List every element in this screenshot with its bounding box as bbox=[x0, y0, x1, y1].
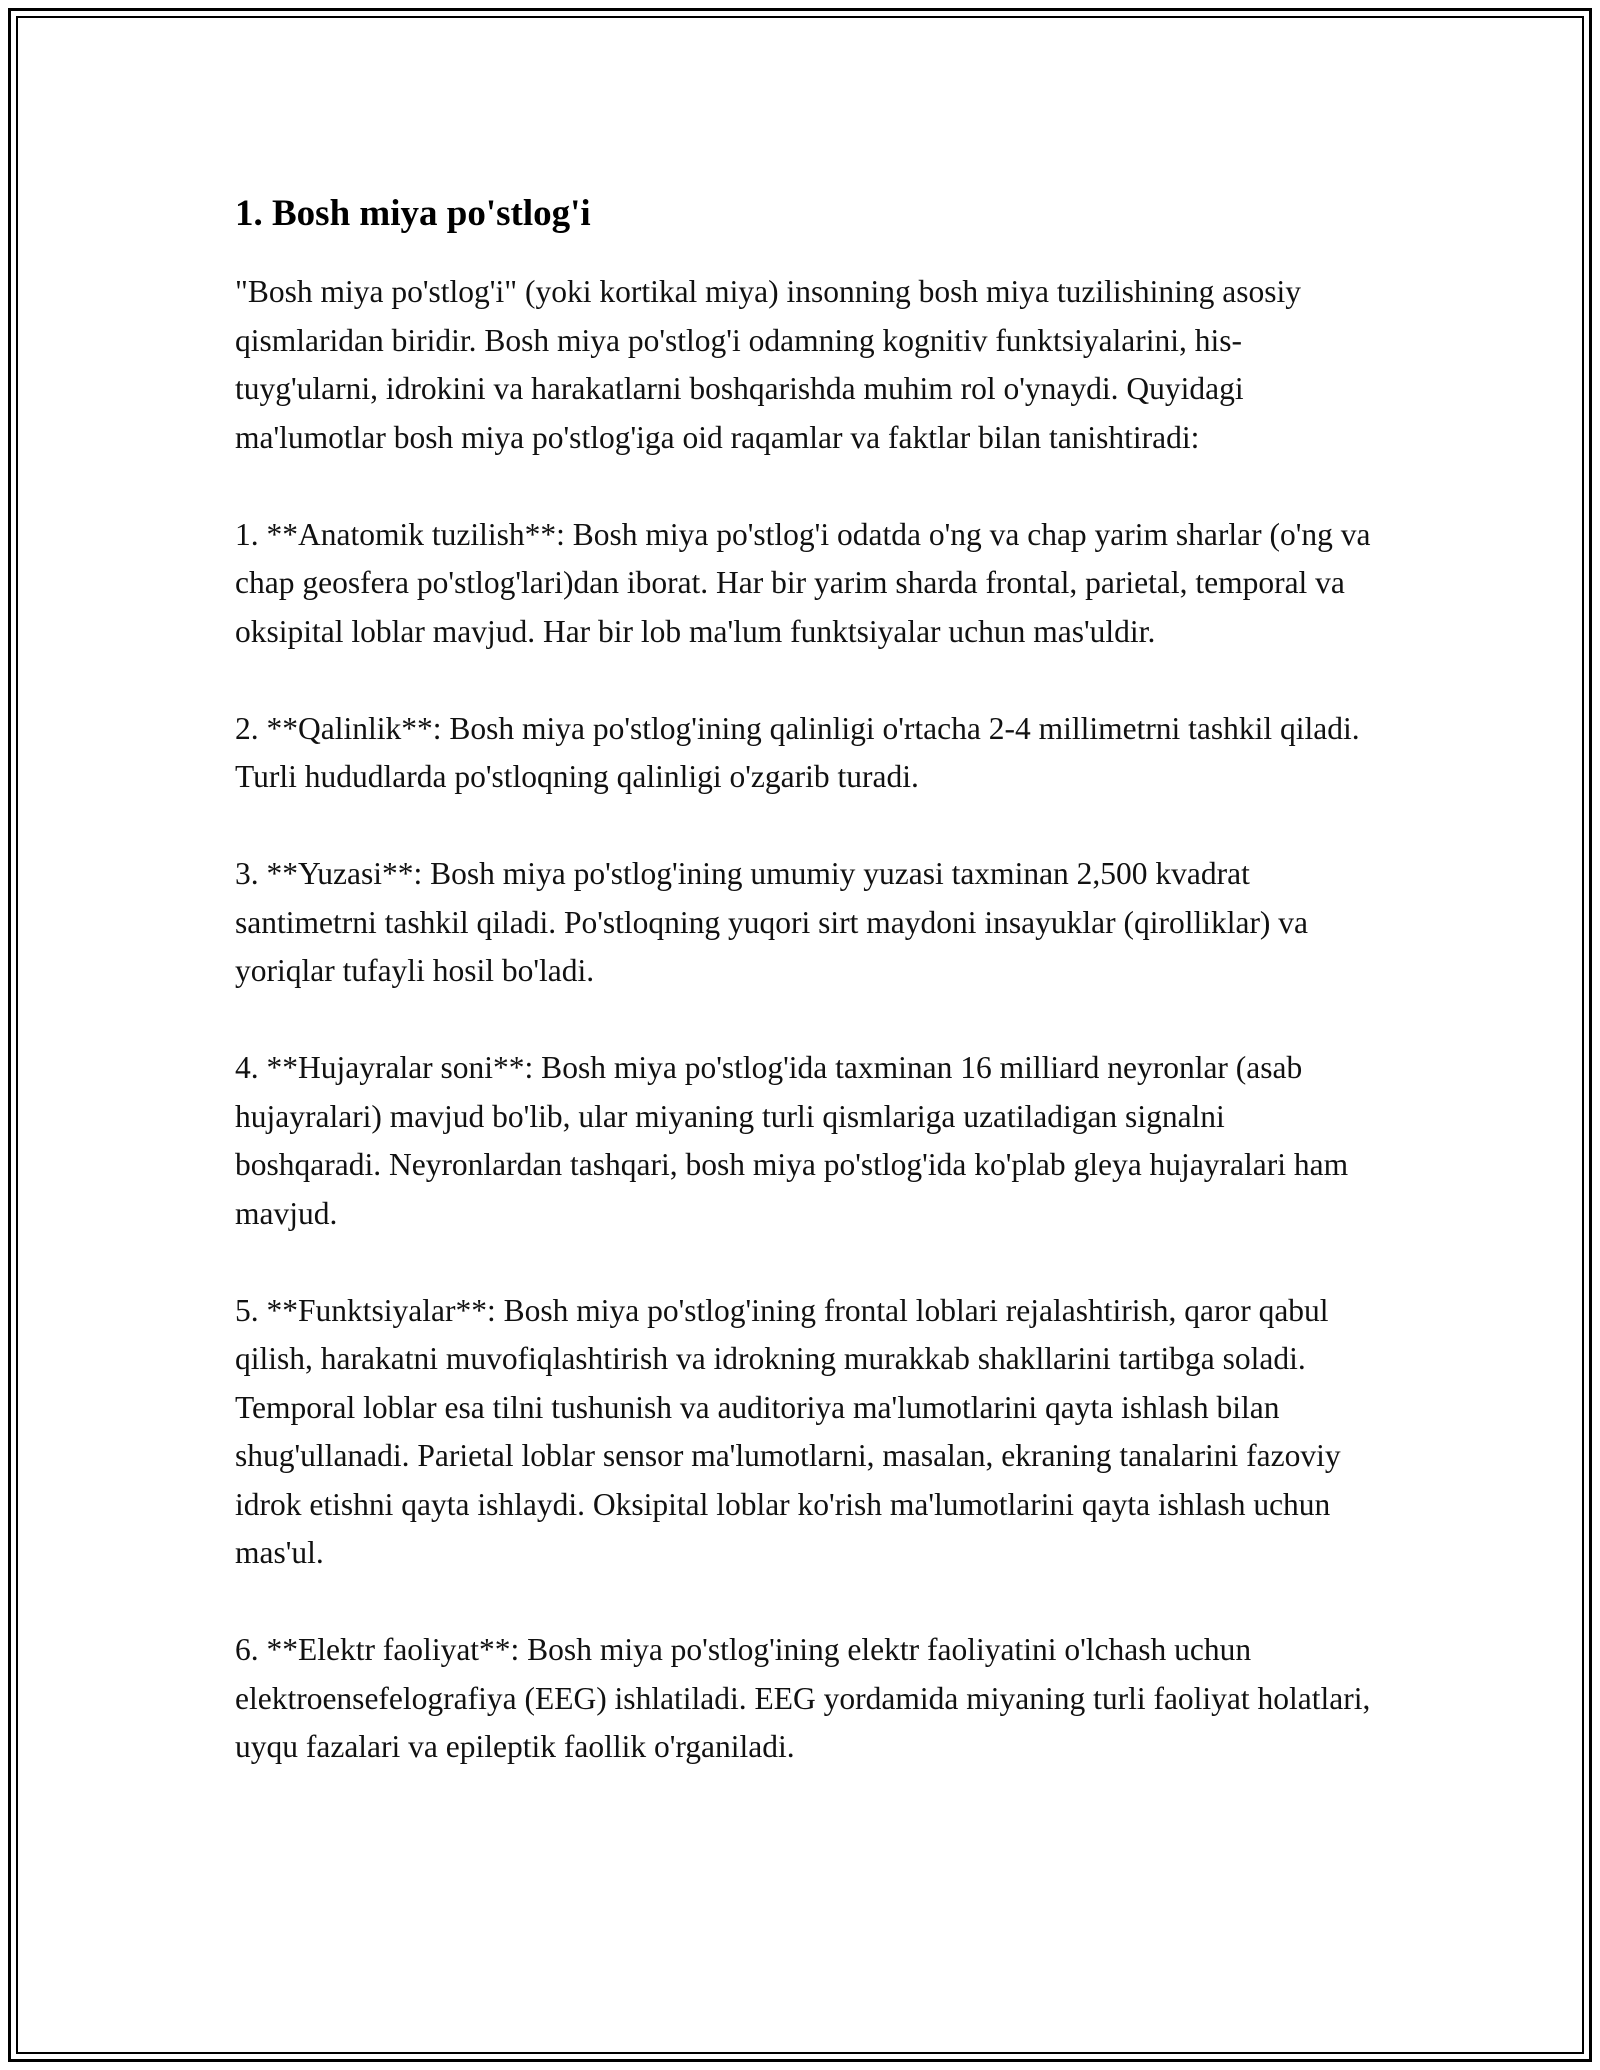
paragraph-functions: 5. **Funktsiyalar**: Bosh miya po'stlog'ining frontal loblari rejalashtirish, qaror qabul qilish, harakatni muvofiqlashtirish va idrokning murakkab shakllarini tartibga soladi. Temporal loblar esa tilni tushunish va auditoriya ma'lumotlarini qayta ishlash bilan shug'ullanadi. Parietal loblar sensor ma'lumotlarni, masalan, ekraning tanalarini fazoviy idrok etishni qayta ishlaydi. Oksipital loblar ko'rish ma'lumotlarini qayta ishlash uchun mas'ul. bbox=[235, 1292, 1341, 1570]
paragraph-electrical-activity: 6. **Elektr faoliyat**: Bosh miya po'stlog'ining elektr faoliyatini o'lchash uchun elektroensefelografiya (EEG) ishlatiladi. EEG yordamida miyaning turli faoliyat holatlari, uyqu fazalari va epileptik faollik o'rganiladi. bbox=[235, 1632, 1371, 1764]
paragraph-surface: 3. **Yuzasi**: Bosh miya po'stlog'ining umumiy yuzasi taxminan 2,500 kvadrat santimetrni tashkil qiladi. Po'stloqning yuqori sirt maydoni insayuklar (qirolliklar) va yoriqlar tufayli hosil bo'ladi. bbox=[235, 856, 1309, 988]
document-body bbox=[235, 190, 1375, 1820]
paragraph-intro: "Bosh miya po'stlog'i" (yoki kortikal miya) insonning bosh miya tuzilishining asosiy qismlaridan biridir. Bosh miya po'stlog'i odamning kognitiv funktsiyalarini, his-tuyg'ularni, idrokini va harakatlarni boshqarishda muhim rol o'ynaydi. Quyidagi ma'lumotlar bosh miya po'stlog'iga oid raqamlar va faktlar bilan tanishtiradi: bbox=[235, 274, 1302, 455]
paragraph-thickness: 2. **Qalinlik**: Bosh miya po'stlog'ining qalinligi o'rtacha 2-4 millimetrni tashkil qiladi. Turli hududlarda po'stloqning qalinligi o'zgarib turadi. bbox=[235, 710, 1360, 794]
paragraph-cell-count: 4. **Hujayralar soni**: Bosh miya po'stlog'ida taxminan 16 milliard neyronlar (asab hujayralari) mavjud bo'lib, ular miyaning turli qismlariga uzatiladigan signalni boshqaradi. Neyronlardan tashqari, bosh miya po'stlog'ida ko'plab gleya hujayralari ham mavjud. bbox=[235, 1050, 1349, 1231]
document-title: 1. Bosh miya po'stlog'i bbox=[235, 193, 591, 234]
paragraph-anatomy: 1. **Anatomik tuzilish**: Bosh miya po'stlog'i odatda o'ng va chap yarim sharlar (o'ng va chap geosfera po'stlog'lari)dan iborat. Har bir yarim sharda frontal, parietal, temporal va oksipital loblar mavjud. Har bir lob ma'lum funktsiyalar uchun mas'uldir. bbox=[235, 516, 1371, 649]
